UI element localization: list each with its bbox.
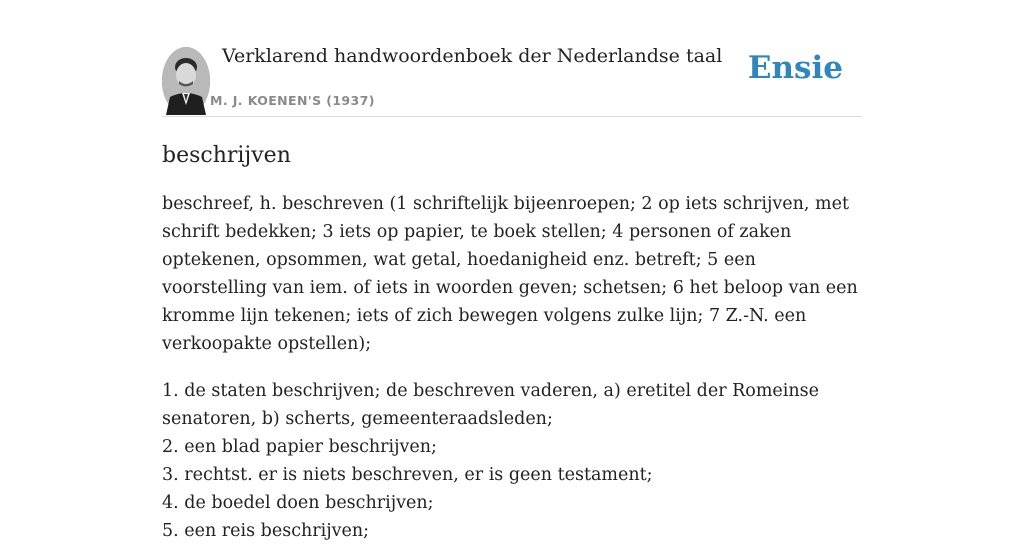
entry-headword: beschrijven bbox=[162, 143, 291, 168]
entry-definition: beschreef, h. beschreven (1 schriftelijk bijeenroepen; 2 op iets schrijven, met schrift bedekken; 3 iets op papier, te boek stellen; 4 personen of zaken optekenen, opsommen, wat getal, hoedanigheid enz. betreft; 5 een voorstelling van iem. of iets in woorden geven; schetsen; 6 het beloop van een kromme lijn tekenen; iets of zich bewegen volgens zulke lijn; 7 Z.-N. een verkoopakte opstellen); bbox=[162, 194, 858, 354]
example-item: 4. de boedel doen beschrijven; bbox=[162, 493, 434, 513]
author-portrait-icon bbox=[162, 47, 210, 115]
portrait-graphic bbox=[162, 47, 210, 115]
example-item: 2. een blad papier beschrijven; bbox=[162, 437, 437, 457]
dictionary-header bbox=[162, 0, 862, 117]
example-item: 3. rechtst. er is niets beschreven, er is geen testament; bbox=[162, 465, 653, 485]
entry-examples-list bbox=[162, 377, 862, 545]
example-item: 1. de staten beschrijven; de beschreven vaderen, a) eretitel der Romeinse senatoren, b) scherts, gemeenteraadsleden; bbox=[162, 381, 819, 429]
ensie-logo-link[interactable]: Ensie bbox=[747, 50, 843, 86]
example-item: 5. een reis beschrijven; bbox=[162, 521, 370, 541]
dictionary-author: M. J. KOENEN'S (1937) bbox=[210, 93, 375, 108]
content-container bbox=[162, 0, 862, 545]
dictionary-title: Verklarend handwoordenboek der Nederlandse taal bbox=[222, 45, 723, 67]
